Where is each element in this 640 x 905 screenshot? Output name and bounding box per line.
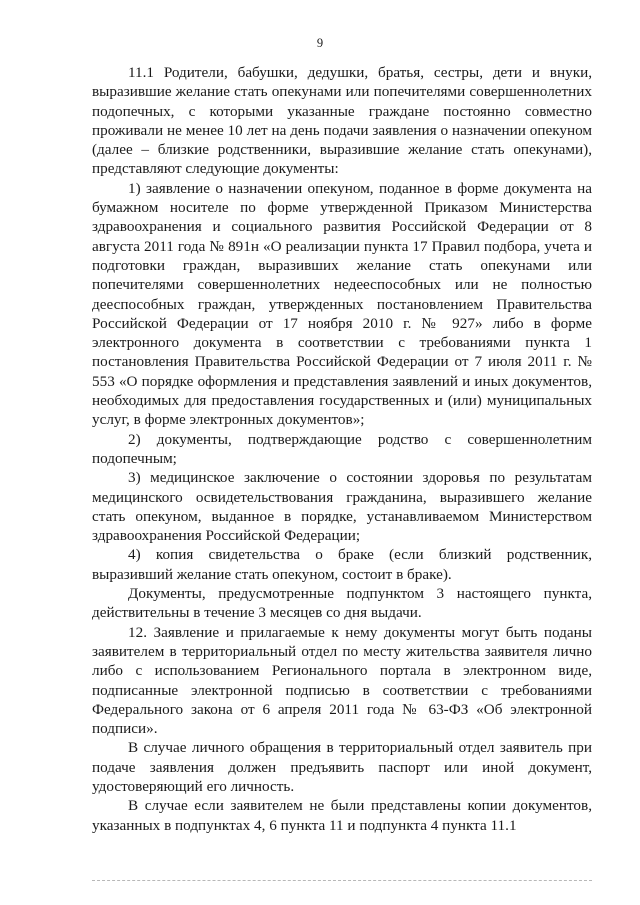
paragraph-12: 12. Заявление и прилагаемые к нему документы могут быть поданы заявителем в территориальный отдел по месту жительства заявителя лично либо с использованием Регионального портала в электронном виде, подписанные электронной подписью в соответствии с требованиями Федерального закона от 6 апреля 2011 года № 63-ФЗ «Об электронной подписи». bbox=[92, 623, 592, 738]
page-number: 9 bbox=[316, 36, 324, 50]
paragraph-item-2: 2) документы, подтверждающие родство с совершеннолетним подопечным; bbox=[92, 430, 592, 467]
paragraph-item-1: 1) заявление о назначении опекуном, поданное в форме документа на бумажном носителе по форме утвержденной Приказом Министерства здравоохранения и социального развития Российской Федерации от 8 августа 2011 года № 891н «О реализации пункта 17 Правил подбора, учета и подготовки граждан, выразивших желание стать опекунами или попечителями совершеннолетних недееспособных или не полностью дееспособных граждан, утвержденных постановлением Правительства Российской Федерации от 17 ноября 2010 г. № 927» либо в форме электронного документа в соответствии с требованиями пункта 1 постановления Правительства Российской Федерации от 7 июля 2011 г. № 553 «О порядке оформления и представления заявлений и иных документов, необходимых для предоставления государственных и (или) муниципальных услуг, в форме электронных документов»; bbox=[92, 179, 592, 429]
paragraph-personal-visit: В случае личного обращения в территориальный отдел заявитель при подаче заявления должен предъявить паспорт или иной документ, удостоверяющий его личность. bbox=[92, 739, 592, 795]
paragraph-11-1: 11.1 Родители, бабушки, дедушки, братья, сестры, дети и внуки, выразившие желание стать опекунами или попечителями совершеннолетних подопечных, с которыми указанные граждане постоянно совместно проживали не менее 10 лет на день подачи заявления о назначении опекуном (далее – близкие родственники, выразившие желание стать опекунами), представляют следующие документы: bbox=[92, 64, 592, 178]
paragraph-item-3: 3) медицинское заключение о состоянии здоровья по результатам медицинского освидетельствования гражданина, выразившего желание стать опекуном, выданное в порядке, устанавливаемом Министерством здравоохранения Российской Федерации; bbox=[92, 469, 592, 545]
paragraph-missing-copies: В случае если заявителем не были представлены копии документов, указанных в подпунктах 4, 6 пункта 11 и подпункта 4 пункта 11.1 bbox=[92, 797, 592, 834]
paragraph-validity: Документы, предусмотренные подпунктом 3 настоящего пункта, действительны в течение 3 месяцев со дня выдачи. bbox=[92, 585, 592, 622]
footer-rule bbox=[92, 880, 592, 881]
document-body bbox=[92, 63, 592, 835]
paragraph-item-4: 4) копия свидетельства о браке (если близкий родственник, выразивший желание стать опекуном, состоит в браке). bbox=[92, 546, 592, 583]
